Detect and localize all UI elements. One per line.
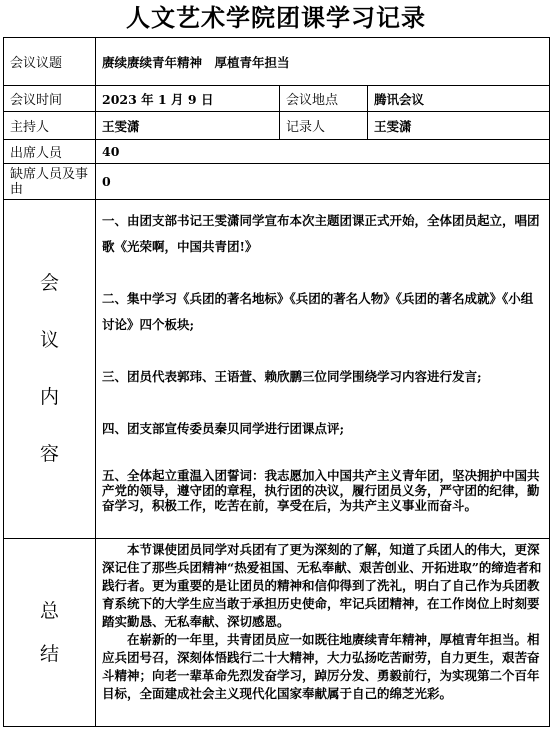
content-label-char: 议 <box>39 329 59 351</box>
topic-label: 会议议题 <box>4 38 96 86</box>
content-item: 一、由团支部书记王雯潇同学宣布本次主题团课正式开始，全体团员起立，唱团歌《光荣啊，中国共青团!》 <box>102 213 540 254</box>
recorder-value: 王雯潇 <box>368 112 550 140</box>
host-recorder-row <box>4 112 550 140</box>
attendees-label: 出席人员 <box>4 140 96 164</box>
absent-label: 缺席人员及事由 <box>4 164 96 200</box>
absent-value: 0 <box>96 164 550 200</box>
attendees-value: 40 <box>96 140 550 164</box>
summary-label-char: 总 <box>39 599 59 622</box>
summary-row <box>4 539 550 727</box>
summary-text <box>96 539 550 727</box>
time-place-row <box>4 86 550 112</box>
summary-label <box>4 539 96 727</box>
summary-label-char: 结 <box>39 642 59 665</box>
summary-paragraph: 本节课使团员同学对兵团有了更为深刻的了解，知道了兵团人的伟大，更深深记住了那些兵团精神“热爱祖国、无私奉献、艰苦创业、开拓进取”的缔造者和践行者。更为重要的是让团员的精神和信仰得到了洗礼，明白了自己作为兵团教育系统下的大学生应当敢于承担历史使命，牢记兵团精神，在工作岗位上时刻要踏实勤恳、无私奉献、深切感恩。 <box>102 542 542 629</box>
content-item: 五、全体起立重温入团誓词：我志愿加入中国共产主义青年团，坚决拥护中国共产党的领导，遵守团的章程，执行团的决议，履行团员义务，严守团的纪律，勤奋学习，积极工作，吃苦在前，享受在后，为共产主义事业而奋斗。 <box>102 468 540 513</box>
content-row <box>4 200 550 539</box>
host-value: 王雯潇 <box>96 112 280 140</box>
content-items <box>96 200 550 539</box>
host-label: 主持人 <box>4 112 96 140</box>
content-label-char: 内 <box>39 386 59 408</box>
place-value: 腾讯会议 <box>368 86 550 112</box>
content-label-char: 容 <box>39 443 59 465</box>
content-label-char: 会 <box>39 272 59 294</box>
place-label: 会议地点 <box>280 86 368 112</box>
absent-row <box>4 164 550 200</box>
record-table <box>3 37 550 727</box>
time-value: 2023 年 1 月 9 日 <box>96 86 280 112</box>
content-label <box>4 200 96 539</box>
attendees-row <box>4 140 550 164</box>
content-item: 三、团员代表郭玮、王语萱、赖欣鹏三位同学围绕学习内容进行发言; <box>102 369 482 384</box>
page-title: 人文艺术学院团课学习记录 <box>126 4 426 32</box>
topic-row <box>4 38 550 86</box>
content-item: 四、团支部宣传委员秦贝同学进行团课点评; <box>102 421 345 436</box>
content-item: 二、集中学习《兵团的著名地标》《兵团的著名人物》《兵团的著名成就》《小组讨论》四个板块; <box>102 291 534 332</box>
topic-value: 赓续赓续青年精神 厚植青年担当 <box>96 38 550 86</box>
time-label: 会议时间 <box>4 86 96 112</box>
recorder-label: 记录人 <box>280 112 368 140</box>
summary-paragraph: 在崭新的一年里，共青团员应一如既往地赓续青年精神，厚植青年担当。相应兵团号召，深刻体悟践行二十大精神，大力弘扬吃苦耐劳，自力更生，艰苦奋斗精神；向老一辈革命先烈发奋学习，踔厉分发、勇毅前行，为实现第二个百年目标，全面建成社会主义现代化国家奉献属于自己的绵芝光彩。 <box>102 632 540 701</box>
